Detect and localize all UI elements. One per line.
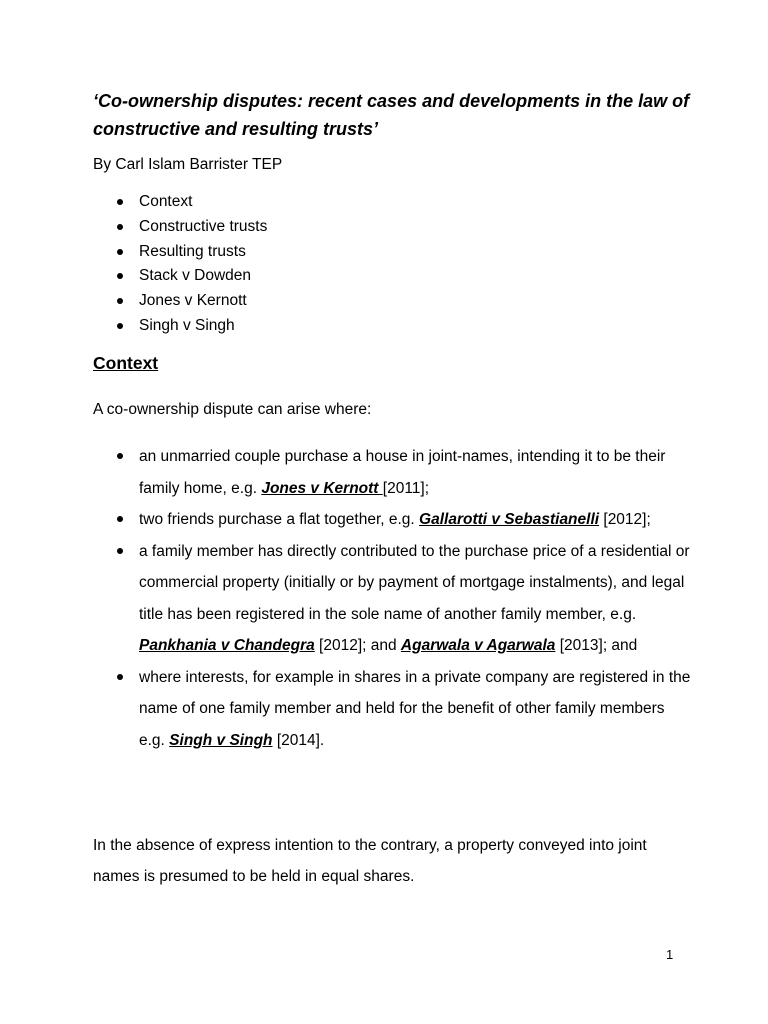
contents-item: Context: [93, 190, 267, 215]
bullet-icon: [117, 273, 123, 279]
contents-item: Jones v Kernott: [93, 289, 267, 314]
page-number: 1: [666, 947, 674, 962]
closing-paragraph: In the absence of express intention to the contrary, a property conveyed into joint names is presumed to be held in equal shares.: [93, 837, 647, 885]
case-example-item: a family member has directly contributed to the purchase price of a residential or commercial property (initially or by payment of mortgage instalments), and legal title has been registered in the sole name of another family member, e.g. Pankhania v Chandegra [2012]; and Agarwala v Agarwala [2013]; and: [93, 536, 693, 662]
case-example-item: where interests, for example in shares in a private company are registered in the name of one family member and held for the benefit of other family members e.g. Singh v Singh [2014].: [93, 662, 693, 757]
bullet-icon: [117, 249, 123, 255]
case-examples-list: [93, 441, 693, 756]
document-title: ‘Co-ownership disputes: recent cases and developments in the law of constructive and resulting trusts’: [93, 91, 690, 139]
intro-text: A co-ownership dispute can arise where:: [93, 401, 372, 418]
case-citation: Agarwala v Agarwala: [400, 637, 556, 654]
case-citation: Pankhania v Chandegra: [139, 637, 315, 654]
case-example-item: two friends purchase a flat together, e.g. Gallarotti v Sebastianelli [2012];: [93, 504, 693, 536]
bullet-icon: [117, 516, 123, 522]
bullet-icon: [117, 674, 123, 680]
contents-list: [93, 190, 267, 339]
bullet-icon: [117, 298, 123, 304]
author-byline: By Carl Islam Barrister TEP: [93, 156, 283, 173]
bullet-icon: [117, 224, 123, 230]
section-heading: Context: [93, 353, 159, 373]
case-citation: Gallarotti v Sebastianelli: [419, 511, 600, 528]
contents-item: Singh v Singh: [93, 314, 267, 339]
bullet-icon: [117, 199, 123, 205]
contents-item: Resulting trusts: [93, 240, 267, 265]
bullet-icon: [117, 323, 123, 329]
bullet-icon: [117, 453, 123, 459]
case-citation: Singh v Singh: [169, 731, 273, 749]
case-citation: Jones v Kernott: [261, 479, 383, 497]
case-example-item: an unmarried couple purchase a house in joint-names, intending it to be their family home, e.g. Jones v Kernott [2011];: [93, 441, 693, 504]
contents-item: Constructive trusts: [93, 215, 267, 240]
contents-item: Stack v Dowden: [93, 264, 267, 289]
bullet-icon: [117, 548, 123, 554]
